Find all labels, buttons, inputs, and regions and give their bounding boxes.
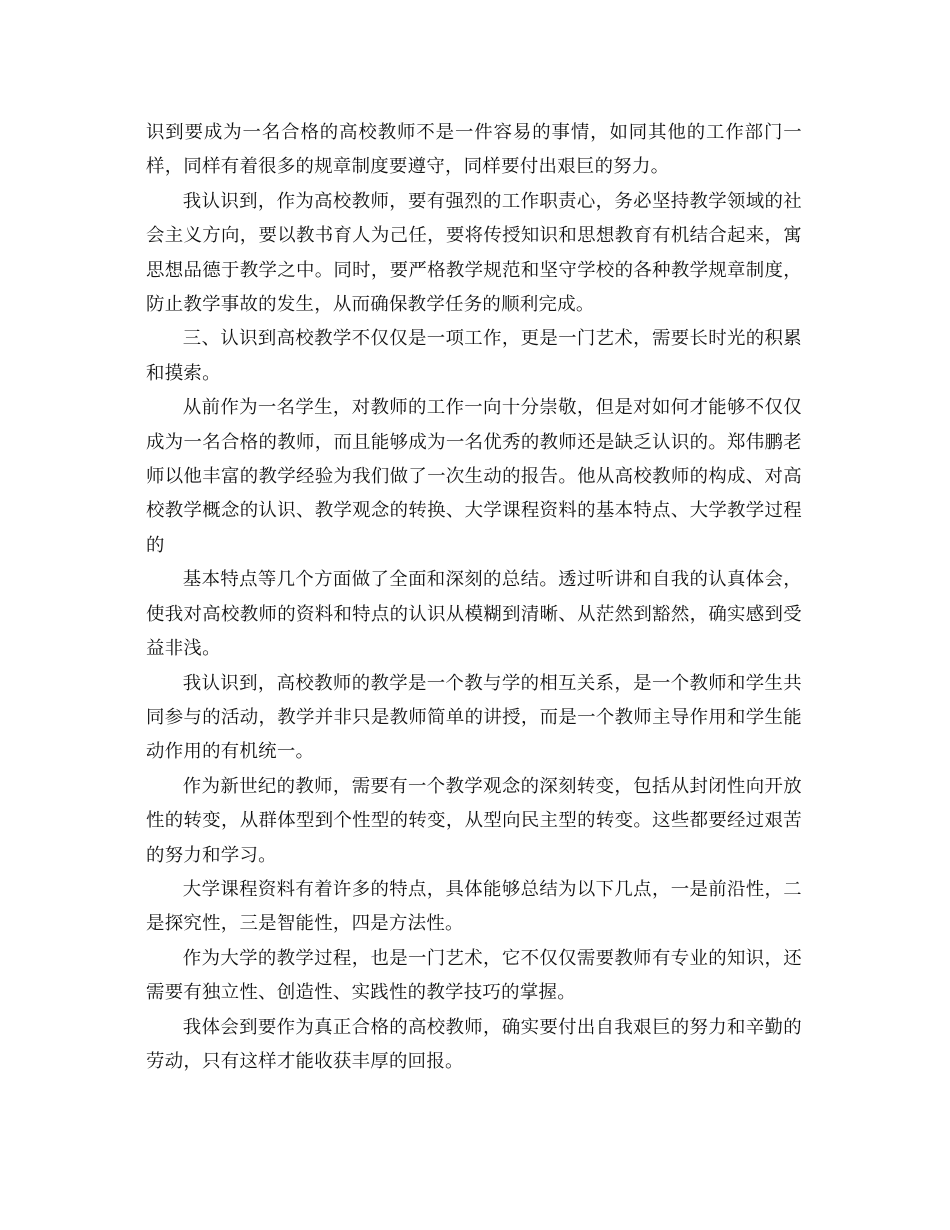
paragraph-2: 我认识到，作为高校教师，要有强烈的工作职责心，务必坚持教学领域的社会主义方向，要以教书育人为己任，要将传授知识和思想教育有机结合起来，寓思想品德于教学之中。同时，要严格教学规范和坚守学校的各种教学规章制度，防止教学事故的发生，从而确保教学任务的顺利完成。 (146, 190, 802, 316)
paragraph-1: 识到要成为一名合格的高校教师不是一件容易的事情，如同其他的工作部门一样，同样有着很多的规章制度要遵守，同样要付出艰巨的努力。 (146, 122, 802, 178)
paragraph-8: 大学课程资料有着许多的特点，具体能够总结为以下几点，一是前沿性，二是探究性，三是智能性，四是方法性。 (146, 878, 802, 935)
paragraph-5: 基本特点等几个方面做了全面和深刻的总结。透过听讲和自我的认真体会，使我对高校教师的资料和特点的认识从模糊到清晰、从茫然到豁然，确实感到受益非浅。 (146, 569, 802, 660)
paragraph-9: 作为大学的教学过程，也是一门艺术，它不仅仅需要教师有专业的知识，还需要有独立性、创造性、实践性的教学技巧的掌握。 (146, 947, 802, 1004)
paragraph-10: 我体会到要作为真正合格的高校教师，确实要付出自我艰巨的努力和辛勤的劳动，只有这样才能收获丰厚的回报。 (146, 1016, 802, 1072)
paragraph-4: 从前作为一名学生，对教师的工作一向十分崇敬，但是对如何才能够不仅仅成为一名合格的教师，而且能够成为一名优秀的教师还是缺乏认识的。郑伟鹏老师以他丰富的教学经验为我们做了一次生动的报告。他从高校教师的构成、对高校教学概念的认识、教学观念的转换、大学课程资料的基本特点、大学教学过程的 (146, 397, 802, 556)
document-body (146, 116, 802, 1079)
paragraph-6: 我认识到，高校教师的教学是一个教与学的相互关系，是一个教师和学生共同参与的活动，教学并非只是教师简单的讲授，而是一个教师主导作用和学生能动作用的有机统一。 (146, 672, 802, 763)
paragraph-7: 作为新世纪的教师，需要有一个教学观念的深刻转变，包括从封闭性向开放性的转变，从群体型到个性型的转变，从型向民主型的转变。这些都要经过艰苦的努力和学习。 (146, 775, 802, 866)
paragraph-3: 三、认识到高校教学不仅仅是一项工作，更是一门艺术，需要长时光的积累和摸索。 (146, 328, 802, 384)
